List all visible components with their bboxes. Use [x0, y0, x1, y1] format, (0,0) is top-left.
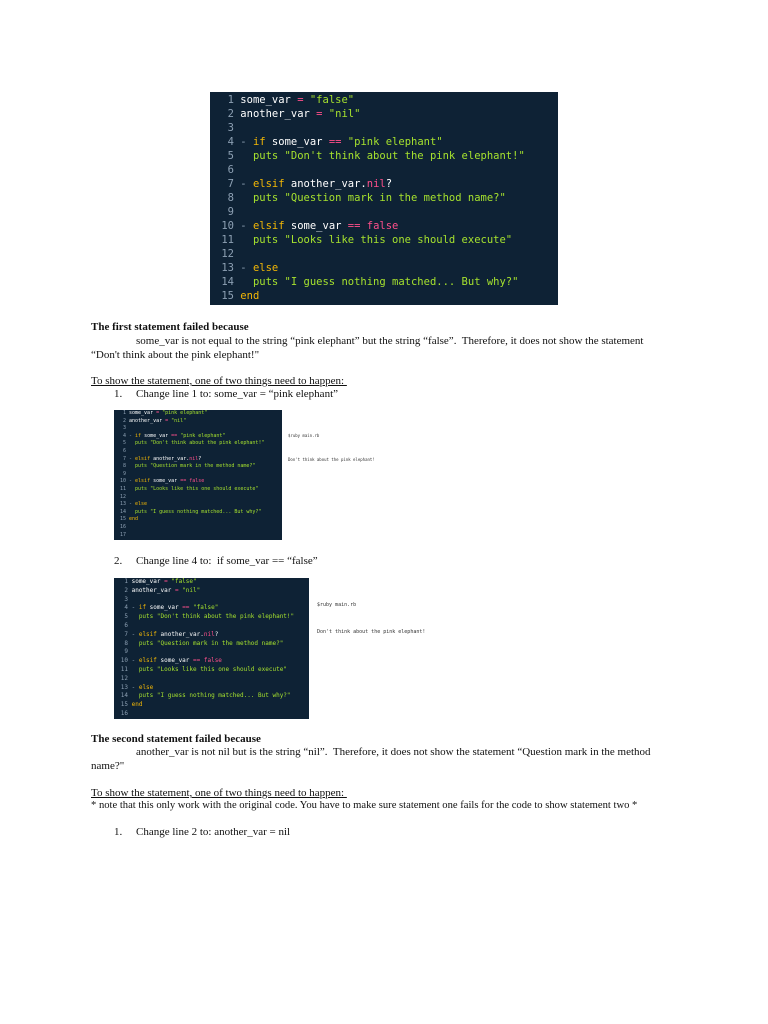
code-token: "false" [167, 578, 197, 585]
code-token: == [328, 136, 342, 148]
code-line [114, 587, 309, 596]
code-line [114, 440, 282, 448]
code-line [114, 613, 309, 622]
line-number: 2 [227, 108, 234, 120]
code-token: end [240, 290, 260, 302]
code-line [114, 516, 282, 524]
code-line [210, 135, 558, 149]
code-token: puts "Question mark in the method name?" [240, 192, 506, 204]
code-token: = [164, 578, 168, 585]
line-number: 8 [227, 192, 234, 204]
line-number: 5 [122, 440, 126, 447]
code-line [114, 604, 309, 613]
code-token: = [165, 417, 169, 424]
line-number: 15 [119, 516, 126, 523]
code-token: - [129, 432, 136, 439]
code-token: else [135, 501, 148, 508]
line-number: 8 [124, 639, 128, 647]
code-line [114, 524, 282, 532]
code-token: if [135, 432, 142, 439]
line-number: 10 [120, 657, 128, 665]
code-token: "false" [303, 94, 355, 106]
line-number: 4 [122, 432, 126, 439]
output-step1-result: Don't think about the pink elephant! [288, 457, 375, 462]
line-number: 4 [124, 604, 128, 612]
code-line [114, 648, 309, 657]
code-token: == [182, 604, 190, 612]
line-number: 5 [124, 613, 128, 621]
section1-paragraph-line2: “Don't think about the pink elephant!" [91, 349, 260, 361]
code-token: "pink elephant" [341, 136, 443, 148]
code-token: == [347, 220, 361, 232]
code-line [114, 471, 282, 479]
code-token: - [129, 501, 136, 508]
code-line [114, 640, 309, 649]
code-token: = [316, 108, 323, 120]
code-token: puts "Don't think about the pink elephant!" [240, 150, 525, 162]
code-token: elsif [252, 220, 285, 232]
code-token: some_var [150, 478, 181, 485]
code-token: elsif [135, 478, 151, 485]
code-screenshot-original [210, 92, 558, 305]
code-line [210, 107, 558, 121]
line-number: 8 [122, 463, 126, 470]
code-token: - [131, 657, 139, 665]
code-token: "false" [189, 604, 219, 612]
code-line [114, 494, 282, 502]
code-line [114, 501, 282, 509]
line-number: 1 [124, 578, 128, 585]
code-line [114, 478, 282, 486]
line-number: 2 [124, 586, 128, 594]
line-number: 13 [221, 262, 234, 274]
code-token: puts "I guess nothing matched... But why?" [240, 276, 519, 288]
code-token: ? [198, 455, 202, 462]
output-panel-step2 [309, 578, 454, 719]
code-token: "nil" [322, 108, 361, 120]
code-line [114, 622, 309, 631]
line-number: 12 [120, 674, 128, 682]
code-token: elsif [135, 455, 151, 462]
code-token: another_var. [150, 455, 190, 462]
line-number: 17 [119, 531, 126, 538]
line-number: 11 [119, 485, 126, 492]
line-number: 3 [122, 425, 126, 432]
code-line [210, 205, 558, 219]
code-line [114, 596, 309, 605]
code-token: puts "Looks like this one should execute" [129, 485, 259, 492]
code-line [114, 448, 282, 456]
line-number: 3 [227, 122, 234, 134]
code-token: puts "Don't think about the pink elephant!" [129, 440, 265, 447]
code-token: some_var [265, 136, 329, 148]
code-token: "pink elephant" [159, 410, 208, 416]
code-token: puts "Don't think about the pink elephant!" [131, 613, 295, 621]
code-token: some_var [284, 220, 348, 232]
line-number: 10 [221, 220, 234, 232]
code-line [210, 233, 558, 247]
code-token: false [360, 220, 399, 232]
code-token: - [240, 262, 253, 274]
code-token: - [131, 604, 139, 612]
code-token: some_var [141, 432, 172, 439]
section1-subheading: To show the statement, one of two things need to happen: [91, 375, 347, 387]
code-line [210, 247, 558, 261]
section2-heading: The second statement failed because [91, 733, 261, 745]
code-line [114, 631, 309, 640]
code-token: = [297, 94, 304, 106]
code-token: else [138, 683, 154, 691]
code-token: - [129, 478, 136, 485]
code-line [210, 163, 558, 177]
section2-subheading: To show the statement, one of two things need to happen: [91, 787, 347, 799]
code-token: == [193, 657, 201, 665]
code-token: - [240, 220, 253, 232]
code-line [210, 149, 558, 163]
line-number: 1 [227, 94, 234, 106]
code-line [114, 692, 309, 701]
line-number: 6 [122, 447, 126, 454]
code-line [114, 666, 309, 675]
code-token: == [171, 432, 178, 439]
line-number: 14 [221, 276, 234, 288]
code-token: nil [366, 178, 386, 190]
code-line [114, 532, 282, 540]
code-token: another_var. [156, 630, 204, 638]
code-token: puts "Looks like this one should execute" [240, 234, 513, 246]
code-line [114, 486, 282, 494]
line-number: 16 [119, 523, 126, 530]
code-line [210, 93, 558, 107]
code-token: false [186, 478, 205, 485]
code-line [114, 433, 282, 441]
code-screenshot-step1 [114, 410, 282, 540]
line-number: 13 [120, 683, 128, 691]
code-line [114, 456, 282, 464]
code-line [114, 418, 282, 426]
section2-paragraph-line1: another_var is not nil but is the string “nil”. Therefore, it does not show the statement “Question mark in the method [136, 746, 651, 758]
line-number: 5 [227, 150, 234, 162]
code-line [210, 289, 558, 303]
section2-step1-number: 1. [114, 826, 123, 838]
code-line [114, 410, 282, 418]
section2-step1-text: Change line 2 to: another_var = nil [136, 826, 291, 838]
code-token: - [131, 630, 139, 638]
code-line [210, 177, 558, 191]
code-token: elsif [138, 630, 157, 638]
code-token: another_var. [284, 178, 367, 190]
line-number: 7 [122, 455, 126, 462]
code-token: puts "I guess nothing matched... But why?" [129, 508, 262, 515]
code-line [114, 463, 282, 471]
code-line [114, 578, 309, 587]
code-token: some_var [129, 410, 157, 416]
code-token: if [252, 136, 266, 148]
code-token: = [174, 586, 179, 594]
output-step2-result: Don't think about the pink elephant! [317, 629, 426, 635]
line-number: 2 [122, 417, 126, 424]
line-number: 13 [119, 501, 126, 508]
code-line [114, 509, 282, 517]
code-token: some_var [156, 657, 194, 665]
code-token: another_var [240, 108, 317, 120]
line-number: 11 [120, 665, 128, 673]
code-token: puts "Question mark in the method name?" [129, 463, 256, 470]
section1-step1-text: Change line 1 to: some_var = “pink elephant” [136, 388, 339, 400]
code-token: - [131, 683, 139, 691]
code-token: another_var [129, 417, 166, 424]
line-number: 4 [227, 136, 234, 148]
code-token: elsif [138, 657, 157, 665]
line-number: 10 [119, 478, 126, 485]
code-token: "pink elephant" [177, 432, 226, 439]
code-line [210, 219, 558, 233]
code-token: end [131, 701, 143, 709]
code-token: - [240, 178, 253, 190]
output-step1-command: $ruby main.rb [288, 433, 320, 438]
code-token: == [180, 478, 187, 485]
line-number: 1 [122, 410, 126, 416]
line-number: 14 [119, 508, 126, 515]
line-number: 7 [124, 630, 128, 638]
line-number: 12 [119, 493, 126, 500]
code-token: false [200, 657, 222, 665]
code-line [210, 121, 558, 135]
line-number: 15 [221, 290, 234, 302]
section1-paragraph-line1: some_var is not equal to the string “pink elephant” but the string “false”. Therefore, it does not show the statement [136, 335, 644, 347]
code-token: ? [214, 630, 219, 638]
code-token: puts "Question mark in the method name?" [131, 639, 284, 647]
code-line [114, 675, 309, 684]
line-number: 7 [227, 178, 234, 190]
code-line [114, 657, 309, 666]
line-number: 14 [120, 692, 128, 700]
output-step2-command: $ruby main.rb [317, 602, 357, 608]
section1-heading: The first statement failed because [91, 321, 249, 333]
code-token: puts "Looks like this one should execute" [131, 665, 287, 673]
code-token: some_var [146, 604, 183, 612]
line-number: 9 [122, 470, 126, 477]
code-line [114, 701, 309, 710]
output-panel-step1 [282, 410, 398, 540]
section2-note: * note that this only work with the original code. You have to make sure statement one fails for the code to show statement two * [91, 800, 638, 811]
section1-step2-text: Change line 4 to: if some_var == “false” [136, 555, 318, 567]
line-number: 9 [227, 206, 234, 218]
code-token: = [156, 410, 160, 416]
line-number: 11 [221, 234, 234, 246]
section1-step1-number: 1. [114, 388, 123, 400]
section1-step2-number: 2. [114, 555, 123, 567]
line-number: 6 [124, 621, 128, 629]
code-token: end [129, 516, 139, 523]
code-token: nil [189, 455, 199, 462]
code-line [114, 425, 282, 433]
code-line [210, 191, 558, 205]
code-token: nil [203, 630, 215, 638]
code-line [114, 710, 309, 719]
code-line [210, 261, 558, 275]
code-token: else [252, 262, 279, 274]
code-screenshot-step2 [114, 578, 309, 719]
code-token: "nil" [168, 417, 187, 424]
line-number: 12 [221, 248, 234, 260]
code-token: another_var [131, 586, 175, 594]
code-token: some_var [240, 94, 298, 106]
code-token: - [129, 455, 136, 462]
line-number: 9 [124, 648, 128, 656]
line-number: 15 [120, 701, 128, 709]
line-number: 6 [227, 164, 234, 176]
code-token: if [138, 604, 147, 612]
code-token: - [240, 136, 253, 148]
code-token: some_var [131, 578, 165, 585]
section2-paragraph-line2: name?" [91, 760, 125, 772]
code-line [114, 684, 309, 693]
code-token: elsif [252, 178, 285, 190]
code-line [210, 275, 558, 289]
code-token: puts "I guess nothing matched... But why?" [131, 692, 291, 700]
code-token: "nil" [178, 586, 201, 594]
line-number: 16 [120, 709, 128, 717]
code-token: ? [385, 178, 393, 190]
line-number: 3 [124, 595, 128, 603]
